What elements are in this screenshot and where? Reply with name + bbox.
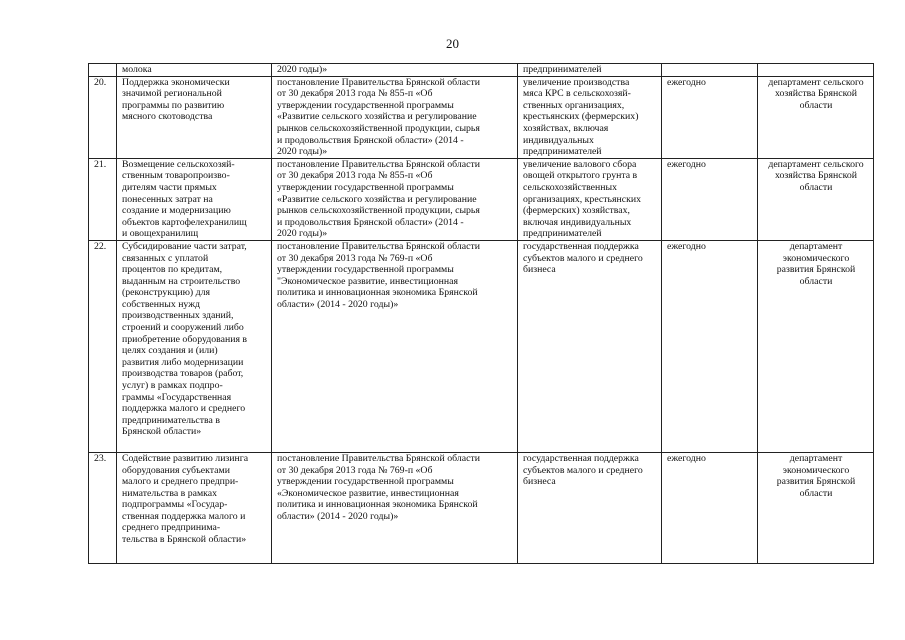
effect-cell: государственная поддержка субъектов малого и среднего бизнеса [518, 452, 662, 563]
row-number-cell: 21. [89, 158, 117, 240]
measure-cell: Возмещение сельскохозяй- ственным товаропроизво- дителям части прямых понесенных затрат на создание и модернизацию объектов картофелехранилищ и овощехранилищ [117, 158, 272, 240]
measures-table [88, 63, 874, 564]
department-cell: департамент экономического развития Брянской области [758, 452, 874, 563]
page-number: 20 [446, 36, 459, 51]
period-cell [662, 64, 758, 77]
basis-cell: постановление Правительства Брянской области от 30 декабря 2013 года № 769-п «Об утверждении государственной программы «Экономическое развитие, инвестиционная политика и инновационная экономика Брянской области» (2014 - 2020 годы)» [272, 452, 518, 563]
table-row [89, 158, 874, 240]
period-cell: ежегодно [662, 240, 758, 452]
row-number-cell: 22. [89, 240, 117, 452]
effect-cell: увеличение производства мяса КРС в сельскохозяй- ственных организациях, крестьянских (фермерских) хозяйствах, включая индивидуальных предпринимателей [518, 76, 662, 158]
row-number-cell: 23. [89, 452, 117, 563]
row-number-cell: 20. [89, 76, 117, 158]
table-row [89, 76, 874, 158]
department-cell: департамент сельского хозяйства Брянской области [758, 76, 874, 158]
row-number-cell [89, 64, 117, 77]
table-row [89, 240, 874, 452]
measure-cell: Субсидирование части затрат, связанных с уплатой процентов по кредитам, выданным на строительство (реконструкцию) для собственных нужд производственных зданий, строений и сооружений либо приобретение оборудования в целях создания и (или) развития либо модернизации производства товаров (работ, услуг) в рамках подпро- граммы «Государственная поддержка малого и среднего предпринимательства в Брянской области» [117, 240, 272, 452]
period-cell: ежегодно [662, 76, 758, 158]
department-cell: департамент сельского хозяйства Брянской области [758, 158, 874, 240]
measure-cell: молока [117, 64, 272, 77]
basis-cell: постановление Правительства Брянской области от 30 декабря 2013 года № 855-п «Об утверждении государственной программы «Развитие сельского хозяйства и регулирование рынков сельскохозяйственной продукции, сырья и продовольствия Брянской области» (2014 - 2020 годы)» [272, 76, 518, 158]
basis-cell: постановление Правительства Брянской области от 30 декабря 2013 года № 769-п «Об утверждении государственной программы "Экономическое развитие, инвестиционная политика и инновационная экономика Брянской области» (2014 - 2020 годы)» [272, 240, 518, 452]
measure-cell: Содействие развитию лизинга оборудования субъектами малого и среднего предпри- нимательства в рамках подпрограммы «Государ- ственная поддержка малого и среднего предпринима- тельства в Брянской области» [117, 452, 272, 563]
period-cell: ежегодно [662, 452, 758, 563]
basis-cell: постановление Правительства Брянской области от 30 декабря 2013 года № 855-п «Об утверждении государственной программы «Развитие сельского хозяйства и регулирование рынков сельскохозяйственной продукции, сырья и продовольствия Брянской области» (2014 - 2020 годы)» [272, 158, 518, 240]
department-cell: департамент экономического развития Брянской области [758, 240, 874, 452]
table-row [89, 452, 874, 563]
basis-cell: 2020 годы)» [272, 64, 518, 77]
table-row-continuation [89, 64, 874, 77]
effect-cell: предпринимателей [518, 64, 662, 77]
effect-cell: государственная поддержка субъектов малого и среднего бизнеса [518, 240, 662, 452]
measure-cell: Поддержка экономически значимой региональной программы по развитию мясного скотоводства [117, 76, 272, 158]
period-cell: ежегодно [662, 158, 758, 240]
effect-cell: увеличение валового сбора овощей открытого грунта в сельскохозяйственных организациях, крестьянских (фермерских) хозяйствах, включая индивидуальных предпринимателей [518, 158, 662, 240]
department-cell [758, 64, 874, 77]
